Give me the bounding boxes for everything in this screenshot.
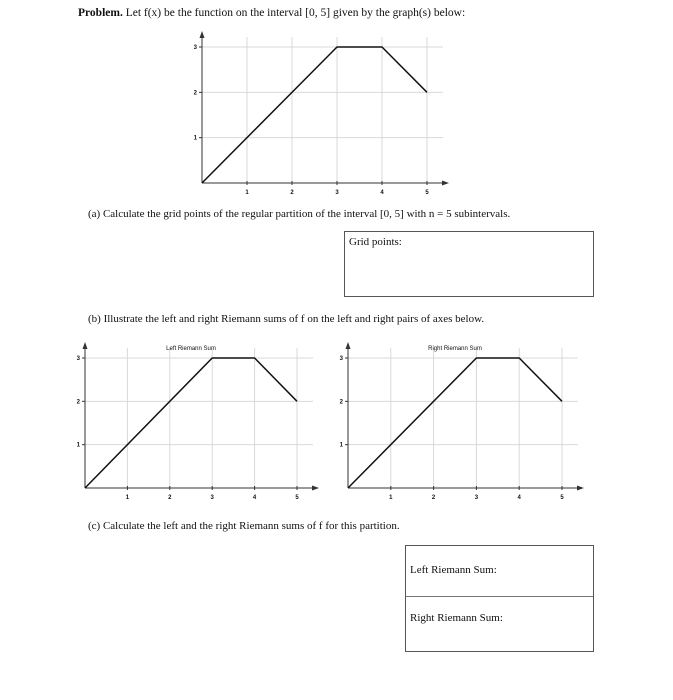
chart-title: Left Riemann Sum [166,346,216,352]
function-line [348,358,562,488]
y-tick-label: 2 [76,399,80,406]
y-axis-arrow [83,342,88,349]
y-tick-label: 3 [76,356,80,362]
part-a-text: (a) Calculate the grid points of the regular partition of the interval [0, 5] with n = 5 subintervals. [88,208,511,220]
problem-text: Let f(x) be the function on the interval [0, 5] given by the graph(s) below: [125,7,466,19]
part-c-text: (c) Calculate the left and the right Riemann sums of f for this partition. [88,520,400,532]
x-axis-arrow [312,486,319,491]
grid-points-label: Grid points: [349,236,402,248]
x-axis-arrow [577,486,584,491]
x-tick-label: 4 [252,495,257,501]
x-tick-label: 3 [335,190,339,196]
y-axis-arrow [346,342,351,349]
x-tick-label: 3 [210,495,214,501]
problem-heading: Problem. [78,7,123,19]
function-line [85,358,297,488]
x-tick-label: 4 [517,495,521,501]
y-tick-label: 3 [193,45,197,51]
right-riemann-graph [340,342,584,501]
function-line [202,47,427,183]
y-tick-label: 1 [339,442,343,449]
x-tick-label: 2 [168,495,172,501]
y-tick-label: 1 [193,135,197,142]
x-tick-label: 1 [245,190,249,196]
x-tick-label: 2 [431,495,436,501]
x-tick-label: 5 [560,495,564,501]
y-tick-label: 3 [339,356,343,362]
y-tick-label: 2 [339,399,343,406]
x-tick-label: 5 [295,495,299,501]
riemann-sums-box[interactable] [405,545,594,652]
main-function-graph [194,31,449,196]
x-tick-label: 4 [380,190,384,196]
left-sum-label: Left Riemann Sum: [410,564,497,576]
left-riemann-graph [77,342,319,501]
grid-points-box[interactable] [344,231,594,297]
x-tick-label: 1 [125,495,130,501]
part-b-text: (b) Illustrate the left and right Riemann sums of f on the left and right pairs of axes below. [88,313,485,325]
chart-title: Right Riemann Sum [428,346,482,352]
y-axis-arrow [200,31,205,38]
y-tick-label: 1 [76,442,80,449]
x-tick-label: 2 [290,190,294,196]
x-axis-arrow [442,181,449,186]
box-divider [406,596,593,597]
x-tick-label: 5 [425,190,429,196]
y-tick-label: 2 [193,90,197,97]
right-sum-label: Right Riemann Sum: [410,612,503,624]
x-tick-label: 3 [474,495,479,501]
x-tick-label: 1 [389,495,393,501]
